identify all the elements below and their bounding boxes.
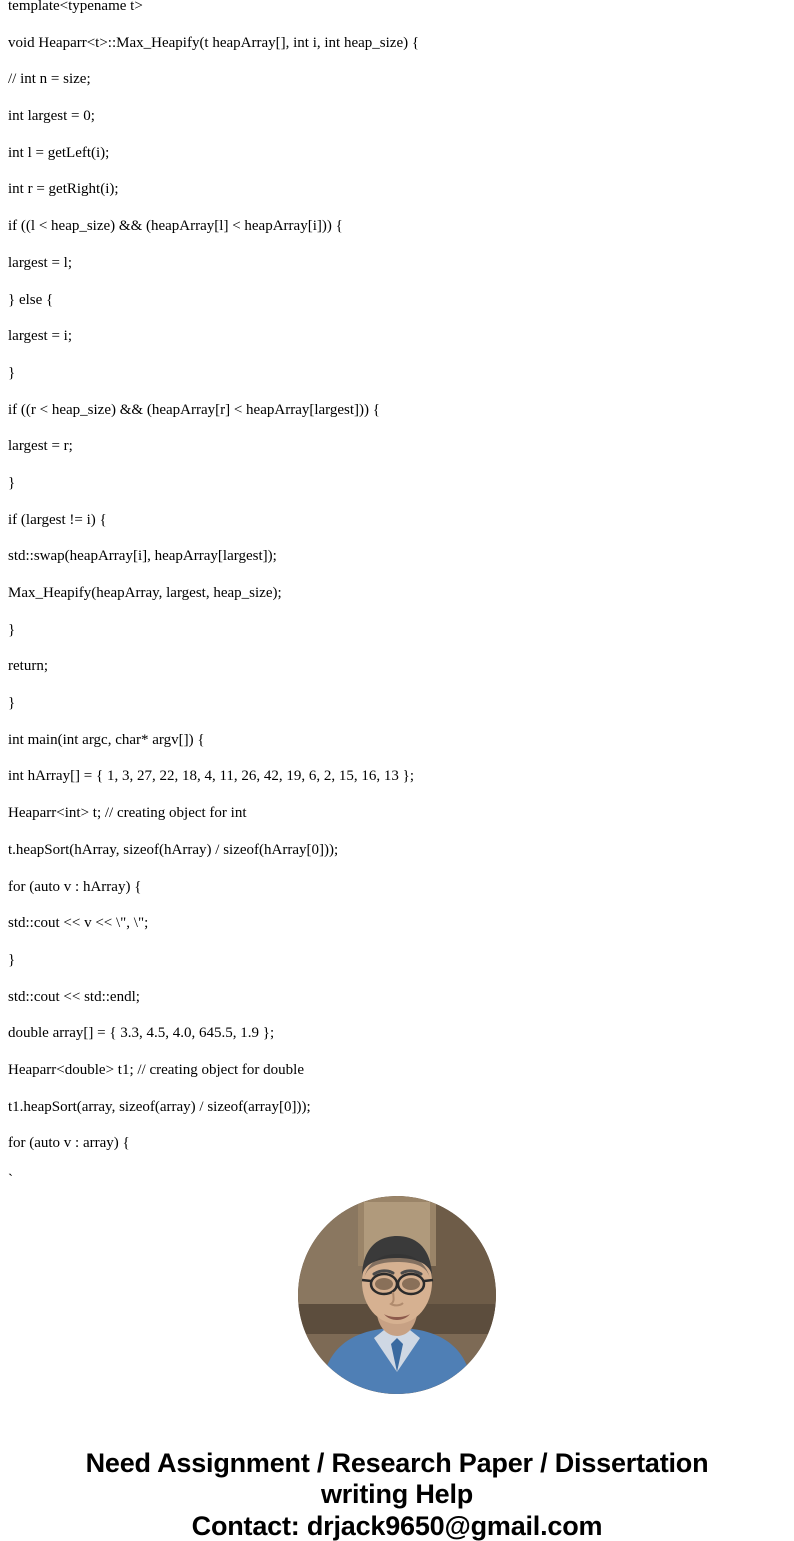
code-line: int largest = 0; xyxy=(8,108,95,125)
code-line: std::swap(heapArray[i], heapArray[largest]); xyxy=(8,548,277,565)
code-line: } xyxy=(8,951,16,968)
code-listing xyxy=(8,0,786,1190)
code-line: largest = l; xyxy=(8,254,73,271)
code-line: if (largest != i) { xyxy=(8,511,107,528)
promo-line-2: writing Help xyxy=(320,1478,474,1509)
code-line: Heaparr<int> t; // creating object for int xyxy=(8,805,247,822)
code-line: } xyxy=(8,695,16,712)
code-line: Heaparr<double> t1; // creating object for double xyxy=(8,1061,304,1078)
portrait-image xyxy=(298,1196,496,1394)
code-line: for (auto v : hArray) { xyxy=(8,878,142,895)
code-line: for (auto v : array) { xyxy=(8,1135,130,1152)
code-line: int main(int argc, char* argv[]) { xyxy=(8,731,205,748)
code-line: } xyxy=(8,364,16,381)
code-line: int hArray[] = { 1, 3, 27, 22, 18, 4, 11, 26, 42, 19, 6, 2, 15, 16, 13 }; xyxy=(8,768,415,785)
code-line: } xyxy=(8,474,16,491)
promo-contact: Contact: drjack9650@gmail.com xyxy=(191,1511,603,1541)
code-line: void Heaparr<t>::Max_Heapify(t heapArray[], int i, int heap_size) { xyxy=(8,34,420,51)
code-line: if ((l < heap_size) && (heapArray[l] < heapArray[i])) { xyxy=(8,218,343,235)
promo-line-1: Need Assignment / Research Paper / Dissertation xyxy=(85,1447,709,1478)
code-line: } xyxy=(8,621,16,638)
code-line: t1.heapSort(array, sizeof(array) / sizeof(array[0])); xyxy=(8,1098,311,1115)
code-line: } else { xyxy=(8,291,54,308)
avatar xyxy=(298,1196,496,1394)
code-line: template<typename t> xyxy=(8,0,143,14)
promo-banner xyxy=(8,1448,786,1541)
code-line: largest = i; xyxy=(8,328,73,345)
code-line-trailing-mark: ` xyxy=(8,1172,13,1188)
code-line: if ((r < heap_size) && (heapArray[r] < heapArray[largest])) { xyxy=(8,401,380,418)
code-line: int l = getLeft(i); xyxy=(8,144,110,161)
code-line: std::cout << v << \", \"; xyxy=(8,915,149,932)
code-line: t.heapSort(hArray, sizeof(hArray) / sizeof(hArray[0])); xyxy=(8,841,339,858)
code-line: double array[] = { 3.3, 4.5, 4.0, 645.5, 1.9 }; xyxy=(8,1025,275,1042)
code-line: Max_Heapify(heapArray, largest, heap_size); xyxy=(8,585,282,601)
code-line: int r = getRight(i); xyxy=(8,181,119,198)
code-line: // int n = size; xyxy=(8,71,91,88)
portrait-container xyxy=(8,1196,786,1394)
code-line: largest = r; xyxy=(8,438,73,455)
code-line: return; xyxy=(8,658,48,675)
code-line: std::cout << std::endl; xyxy=(8,988,140,1005)
